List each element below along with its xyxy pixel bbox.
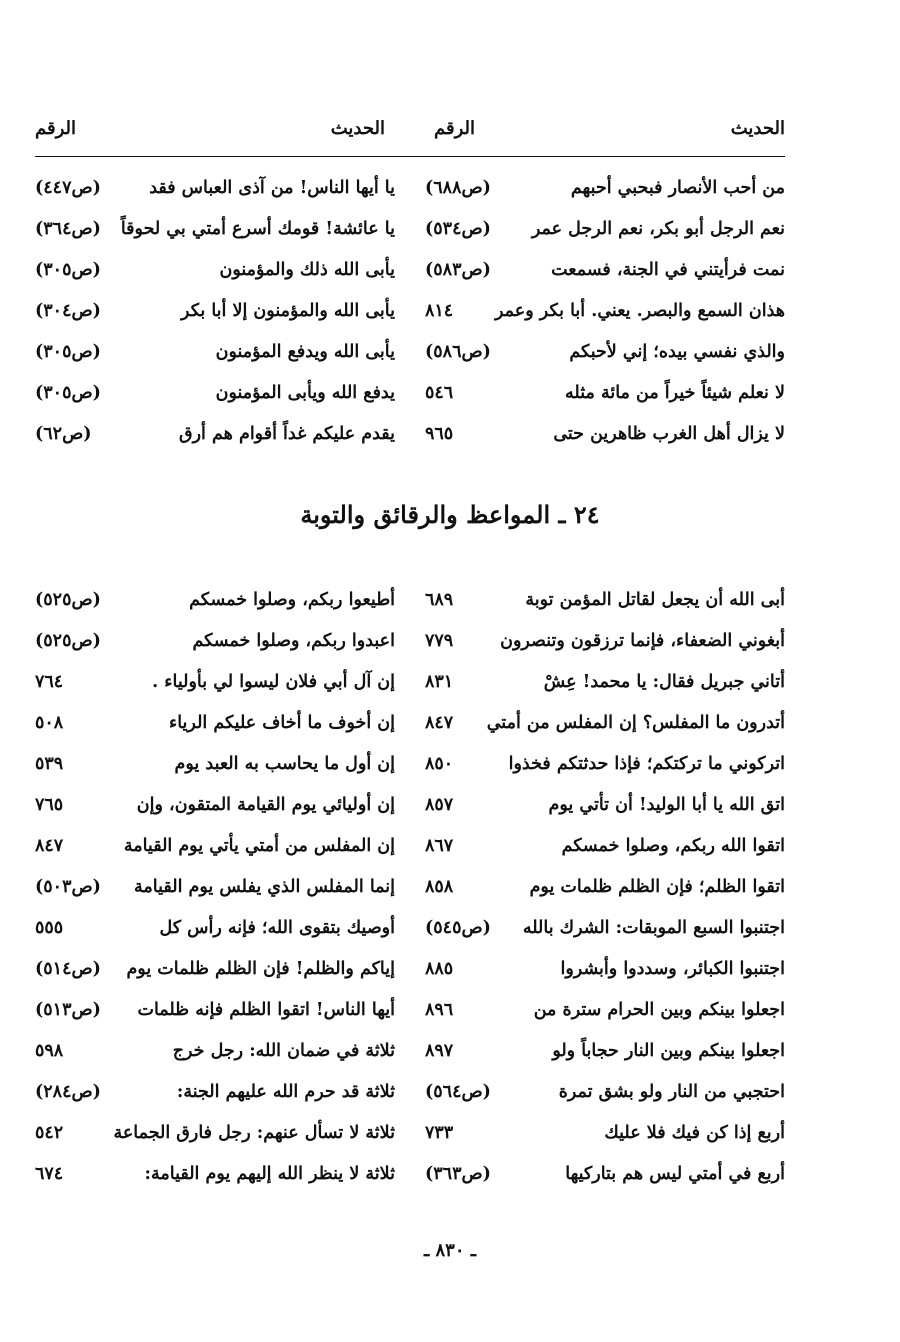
index-entry bbox=[425, 951, 785, 992]
section-title: ٢٤ ـ المواعظ والرقائق والتوبة bbox=[300, 500, 600, 529]
hadith-text: أطيعوا ربكم، وصلوا خمسكم bbox=[189, 590, 395, 610]
index-entry bbox=[35, 1156, 395, 1197]
hadith-text: يقدم عليكم غداً أقوام هم أرق bbox=[179, 424, 395, 444]
index-entry bbox=[425, 1156, 785, 1197]
hadith-text: نمت فرأيتني في الجنة، فسمعت bbox=[551, 260, 785, 280]
index-entry bbox=[425, 375, 785, 416]
hadith-text: ثلاثة قد حرم الله عليهم الجنة: bbox=[176, 1082, 395, 1102]
index-entry bbox=[425, 746, 785, 787]
index-entry bbox=[425, 910, 785, 951]
hadith-number: (ص٣٠٤) bbox=[35, 301, 101, 321]
index-entry bbox=[35, 910, 395, 951]
hadith-text: نعم الرجل أبو بكر، نعم الرجل عمر bbox=[531, 219, 785, 239]
hadith-text: والذي نفسي بيده؛ إني لأحبكم bbox=[569, 342, 785, 362]
index-entry bbox=[425, 705, 785, 746]
hadith-number: ٨٥٨ bbox=[425, 877, 454, 897]
hadith-text: يأبى الله والمؤمنون إلا أبا بكر bbox=[181, 301, 395, 321]
hadith-number: ٨٣١ bbox=[425, 672, 454, 692]
index-entry bbox=[35, 1033, 395, 1074]
index-entry bbox=[35, 211, 395, 252]
hadith-number: ٧٦٥ bbox=[35, 795, 64, 815]
hadith-text: ثلاثة لا ينظر الله إليهم يوم القيامة: bbox=[144, 1164, 395, 1184]
index-entry bbox=[425, 1033, 785, 1074]
hadith-number: ٥٥٥ bbox=[35, 918, 64, 938]
hadith-text: أبى الله أن يجعل لقاتل المؤمن توبة bbox=[525, 590, 785, 610]
hadith-number: (ص٦٢) bbox=[35, 424, 92, 444]
hadith-text: لا نعلم شيئاً خيراً من مائة مثله bbox=[565, 383, 785, 403]
hadith-number: (ص٣٠٥) bbox=[35, 260, 101, 280]
index-entry bbox=[425, 787, 785, 828]
hadith-number: (ص٥٢٥) bbox=[35, 590, 101, 610]
hadith-text: إنما المفلس الذي يفلس يوم القيامة bbox=[134, 877, 395, 897]
hadith-text: اتقوا الظلم؛ فإن الظلم ظلمات يوم bbox=[529, 877, 785, 897]
index-entry bbox=[425, 1074, 785, 1115]
hadith-number: (ص٣٠٥) bbox=[35, 342, 101, 362]
hadith-text: إن المفلس من أمتي يأتي يوم القيامة bbox=[123, 836, 395, 856]
hadith-number: (ص٥٢٥) bbox=[35, 631, 101, 651]
hadith-text: ثلاثة في ضمان الله: رجل خرج bbox=[172, 1041, 395, 1061]
hadith-number: ٧٦٤ bbox=[35, 672, 64, 692]
hadith-number: (ص٣٦٤) bbox=[35, 219, 101, 239]
hadith-number: (ص٣٦٣) bbox=[425, 1164, 491, 1184]
hadith-text: إن آل أبي فلان ليسوا لي بأولياء . bbox=[152, 672, 395, 692]
hadith-number: (ص٥٨٣) bbox=[425, 260, 491, 280]
hadith-text: إن أول ما يحاسب به العبد يوم bbox=[174, 754, 395, 774]
hadith-text: اجتنبوا السبع الموبقات: الشرك بالله bbox=[522, 918, 785, 938]
hadith-number: (ص٦٨٨) bbox=[425, 178, 491, 198]
hadith-text: إن أخوف ما أخاف عليكم الرياء bbox=[168, 713, 395, 733]
hadith-text: يا أيها الناس! من آذى العباس فقد bbox=[149, 178, 395, 198]
hadith-text: إياكم والظلم! فإن الظلم ظلمات يوم bbox=[126, 959, 395, 979]
hadith-number: ٥٣٩ bbox=[35, 754, 64, 774]
index-entry bbox=[35, 746, 395, 787]
index-entry bbox=[425, 992, 785, 1033]
hadith-number: (ص٥٠٣) bbox=[35, 877, 101, 897]
hadith-text: اجتنبوا الكبائر، وسددوا وأبشروا bbox=[560, 959, 785, 979]
hadith-number: ٨٤٧ bbox=[35, 836, 64, 856]
hadith-text: احتجبي من النار ولو بشق تمرة bbox=[558, 1082, 785, 1102]
index-entry bbox=[35, 623, 395, 664]
hadith-text: اتق الله يا أبا الوليد! أن تأتي يوم bbox=[548, 795, 785, 815]
index-entry bbox=[425, 869, 785, 910]
hadith-number: (ص٤٤٧) bbox=[35, 178, 101, 198]
index-entry bbox=[35, 416, 395, 457]
column-headers bbox=[35, 112, 785, 146]
index-entry bbox=[35, 170, 395, 211]
hadith-number: ٨٥٠ bbox=[425, 754, 454, 774]
hadith-number: (ص٥٣٤) bbox=[425, 219, 491, 239]
hadith-text: يأبى الله ويدفع المؤمنون bbox=[215, 342, 395, 362]
column-left bbox=[35, 170, 395, 457]
hadith-number: (ص٥٤٥) bbox=[425, 918, 491, 938]
header-divider bbox=[35, 156, 785, 157]
hadith-text: من أحب الأنصار فبحبي أحبهم bbox=[570, 178, 785, 198]
hadith-number: ٨٨٥ bbox=[425, 959, 454, 979]
index-entry bbox=[35, 787, 395, 828]
index-entry bbox=[35, 828, 395, 869]
hadith-text: اتقوا الله ربكم، وصلوا خمسكم bbox=[561, 836, 785, 856]
hadith-number: (ص٥١٤) bbox=[35, 959, 101, 979]
hadith-number: (ص٥٨٦) bbox=[425, 342, 491, 362]
index-entry bbox=[425, 582, 785, 623]
hadith-number: ٨٩٦ bbox=[425, 1000, 454, 1020]
index-entry bbox=[35, 992, 395, 1033]
hadith-number: ٨٦٧ bbox=[425, 836, 454, 856]
hadith-text: لا يزال أهل الغرب ظاهرين حتى bbox=[553, 424, 785, 444]
hadith-text: ثلاثة لا تسأل عنهم: رجل فارق الجماعة bbox=[113, 1123, 395, 1143]
hadith-text: أيها الناس! اتقوا الظلم فإنه ظلمات bbox=[137, 1000, 395, 1020]
index-entry bbox=[425, 1115, 785, 1156]
hadith-text: يدفع الله ويأبى المؤمنون bbox=[215, 383, 395, 403]
hadith-text: يأبى الله ذلك والمؤمنون bbox=[219, 260, 395, 280]
index-entry bbox=[35, 951, 395, 992]
hadith-number: ٥٩٨ bbox=[35, 1041, 64, 1061]
index-entry bbox=[425, 664, 785, 705]
index-entry bbox=[35, 375, 395, 416]
index-entry bbox=[425, 293, 785, 334]
hadith-text: اجعلوا بينكم وبين الحرام سترة من bbox=[533, 1000, 785, 1020]
header-hadith-left: الحديث bbox=[330, 118, 385, 139]
hadith-text: أتاني جبريل فقال: يا محمد! عِشْ bbox=[543, 672, 785, 692]
index-entry bbox=[425, 334, 785, 375]
index-entry bbox=[35, 252, 395, 293]
index-entry bbox=[35, 582, 395, 623]
hadith-number: (ص٥١٣) bbox=[35, 1000, 101, 1020]
index-entry bbox=[35, 334, 395, 375]
hadith-text: يا عائشة! قومك أسرع أمتي بي لحوقاً bbox=[120, 219, 395, 239]
hadith-number: (ص٥٦٤) bbox=[425, 1082, 491, 1102]
column-left bbox=[35, 582, 395, 1197]
hadith-text: هذان السمع والبصر. يعني. أبا بكر وعمر bbox=[495, 301, 785, 321]
hadith-text: أربع إذا كن فيك فلا عليك bbox=[604, 1123, 785, 1143]
index-entry bbox=[425, 828, 785, 869]
hadith-number: (ص٣٠٥) bbox=[35, 383, 101, 403]
header-number-right: الرقم bbox=[433, 118, 475, 139]
hadith-number: ٦٨٩ bbox=[425, 590, 454, 610]
header-hadith-right: الحديث bbox=[730, 118, 785, 139]
index-entry bbox=[425, 252, 785, 293]
page-number: ـ ٨٣٠ ـ bbox=[423, 1240, 477, 1261]
hadith-number: (ص٢٨٤) bbox=[35, 1082, 101, 1102]
index-entry bbox=[425, 211, 785, 252]
index-entry bbox=[35, 1074, 395, 1115]
index-entry bbox=[35, 293, 395, 334]
index-entry bbox=[425, 623, 785, 664]
hadith-number: ٨١٤ bbox=[425, 301, 454, 321]
hadith-number: ٩٦٥ bbox=[425, 424, 454, 444]
header-number-left: الرقم bbox=[35, 118, 77, 139]
hadith-number: ٧٧٩ bbox=[425, 631, 454, 651]
index-entry bbox=[35, 664, 395, 705]
hadith-number: ٨٩٧ bbox=[425, 1041, 454, 1061]
hadith-text: أربع في أمتي ليس هم بتاركيها bbox=[565, 1164, 785, 1184]
hadith-text: اجعلوا بينكم وبين النار حجاباً ولو bbox=[552, 1041, 785, 1061]
column-right bbox=[425, 582, 785, 1197]
hadith-text: إن أوليائي يوم القيامة المتقون، وإن bbox=[136, 795, 395, 815]
index-entry bbox=[425, 170, 785, 211]
hadith-number: ٨٥٧ bbox=[425, 795, 454, 815]
hadith-text: أتدرون ما المفلس؟ إن المفلس من أمتي bbox=[486, 713, 785, 733]
column-right bbox=[425, 170, 785, 457]
index-entry bbox=[35, 1115, 395, 1156]
hadith-text: اعبدوا ربكم، وصلوا خمسكم bbox=[192, 631, 395, 651]
hadith-text: أبغوني الضعفاء، فإنما ترزقون وتنصرون bbox=[500, 631, 785, 651]
hadith-number: ٨٤٧ bbox=[425, 713, 454, 733]
hadith-number: ٥٤٦ bbox=[425, 383, 454, 403]
hadith-number: ٥٤٢ bbox=[35, 1123, 64, 1143]
hadith-number: ٦٧٤ bbox=[35, 1164, 64, 1184]
hadith-text: أوصيك بتقوى الله؛ فإنه رأس كل bbox=[159, 918, 395, 938]
index-entry bbox=[35, 869, 395, 910]
index-entry bbox=[425, 416, 785, 457]
index-entry bbox=[35, 705, 395, 746]
hadith-number: ٥٠٨ bbox=[35, 713, 64, 733]
hadith-text: اتركوني ما تركتكم؛ فإذا حدثتكم فخذوا bbox=[508, 754, 785, 774]
hadith-number: ٧٣٣ bbox=[425, 1123, 454, 1143]
